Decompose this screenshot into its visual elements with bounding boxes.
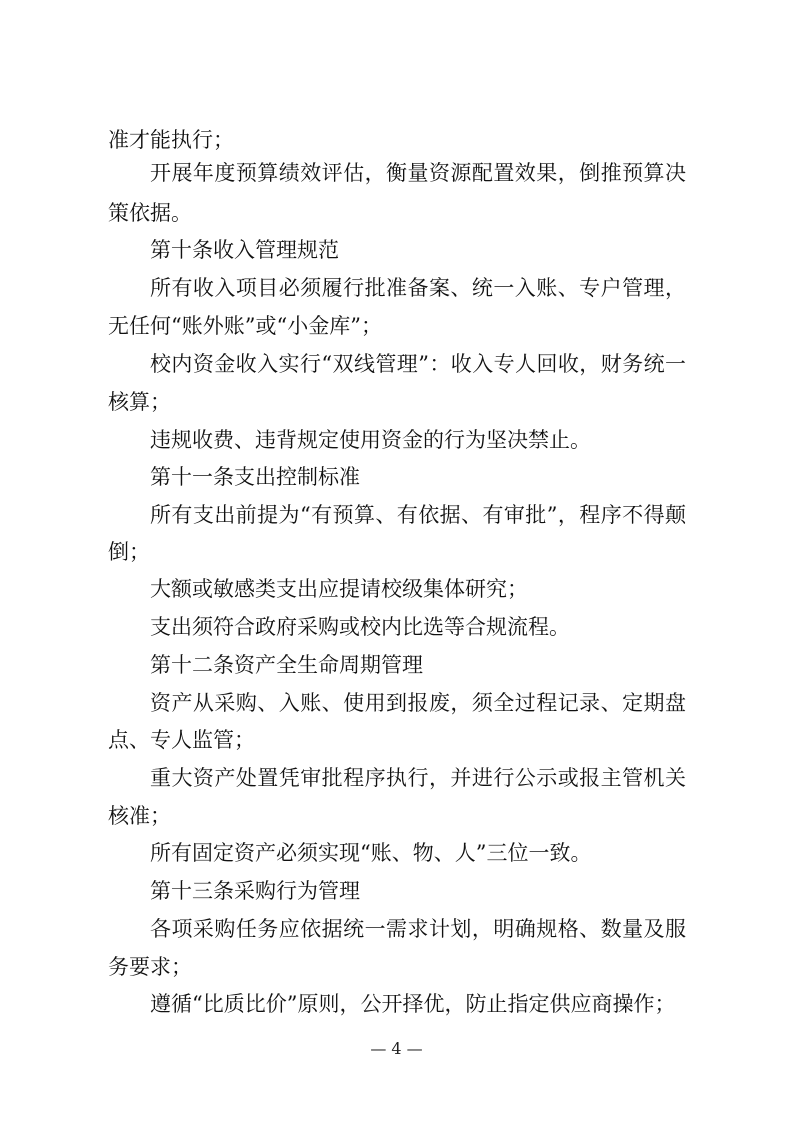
text-line: 点、专人监管； — [108, 728, 255, 752]
text-line: 资产从采购、入账、使用到报废，须全过程记录、定期盘 — [150, 691, 686, 715]
page-number: — 4 — — [370, 1039, 423, 1058]
text-line: 无任何“账外账”或“小金库”； — [108, 314, 382, 338]
text-line: 遵循“比质比价”原则，公开择优，防止指定供应商操作； — [150, 992, 676, 1016]
text-line: 所有收入项目必须履行批准备案、统一入账、专户管理， — [150, 276, 686, 300]
text-line: 务要求； — [108, 955, 192, 979]
text-line: 重大资产处置凭审批程序执行，并进行公示或报主管机关 — [150, 766, 686, 790]
text-line: 策依据。 — [108, 201, 192, 225]
section-heading: 第十二条资产全生命周期管理 — [150, 653, 423, 677]
text-line: 支出须符合政府采购或校内比选等合规流程。 — [150, 615, 570, 639]
text-line: 准才能执行； — [108, 128, 234, 152]
section-heading: 第十条收入管理规范 — [150, 238, 339, 262]
text-line: 校内资金收入实行“双线管理”：收入专人回收，财务统一 — [150, 352, 686, 376]
text-line: 大额或敏感类支出应提请校级集体研究； — [150, 577, 528, 601]
text-line: 开展年度预算绩效评估，衡量资源配置效果，倒推预算决 — [150, 161, 686, 185]
text-line: 违规收费、违背规定使用资金的行为坚决禁止。 — [150, 428, 591, 452]
section-heading: 第十三条采购行为管理 — [150, 879, 360, 903]
text-line: 所有支出前提为“有预算、有依据、有审批”，程序不得颠 — [150, 503, 686, 527]
text-line: 所有固定资产必须实现“账、物、人”三位一致。 — [150, 841, 592, 865]
text-line: 核算； — [108, 390, 171, 414]
text-line: 核准； — [108, 804, 171, 828]
text-line: 各项采购任务应依据统一需求计划，明确规格、数量及服 — [150, 917, 686, 941]
text-line: 倒； — [108, 540, 150, 564]
section-heading: 第十一条支出控制标准 — [150, 465, 360, 489]
